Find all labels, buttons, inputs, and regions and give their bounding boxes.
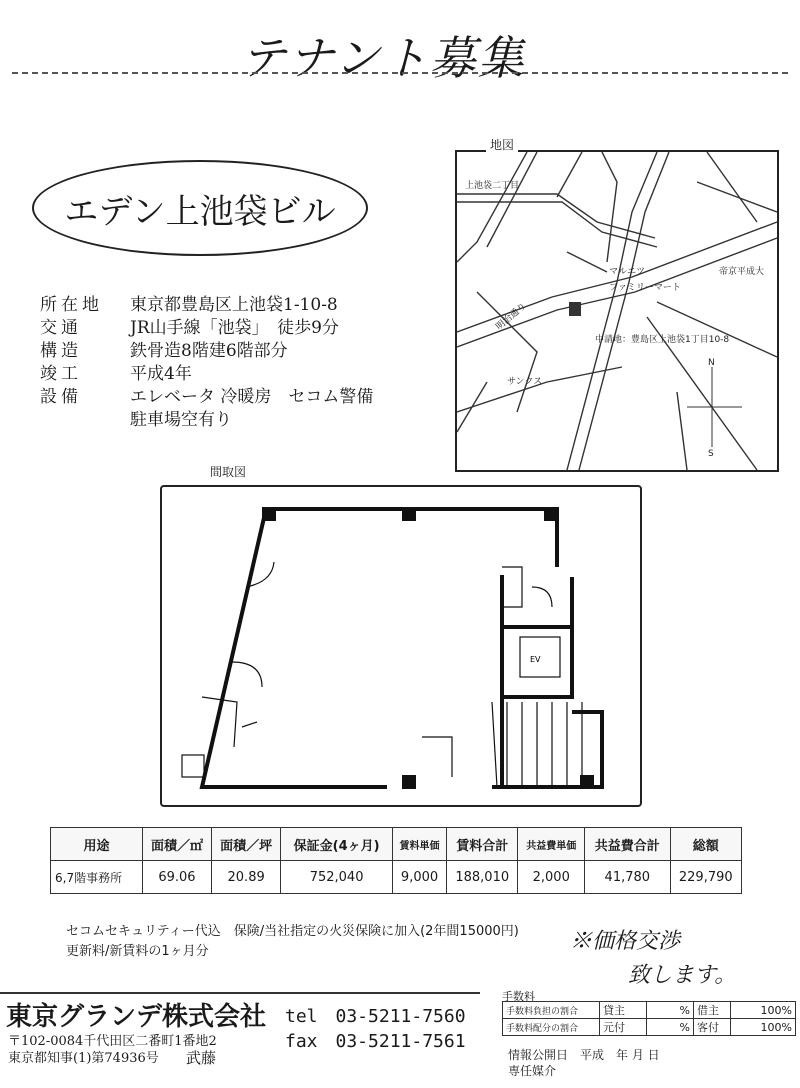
company-tel: tel 03-5211-7560: [285, 1006, 466, 1027]
map-label: サンクス: [507, 377, 543, 387]
table-cell: 2,000: [518, 861, 585, 894]
table-cell: 6,7階事務所: [51, 861, 143, 894]
header-cell: 保証金(4ヶ月): [281, 828, 393, 861]
fee-table: [502, 1001, 796, 1036]
fee-party: 元付: [600, 1019, 647, 1036]
header-cell: 共益費合計: [585, 828, 671, 861]
table-cell: 69.06: [142, 861, 211, 894]
fee-party: 客付: [694, 1019, 731, 1036]
header-cell: 総額: [670, 828, 741, 861]
spec-table: [50, 827, 742, 894]
map-label: 中請地：豊島区上池袋1丁目10-8: [595, 335, 730, 345]
map-caption: 地図: [486, 136, 518, 153]
header-cell: 面積／㎡: [142, 828, 211, 861]
table-cell: 229,790: [670, 861, 741, 894]
company-name: 東京グランデ株式会社: [6, 1002, 267, 1032]
table-cell: 188,010: [447, 861, 518, 894]
table-row: [503, 1002, 796, 1019]
fee-label: 手数料配分の割合: [503, 1019, 600, 1036]
fee-heading: 手数料: [502, 990, 535, 1003]
agency-type: 専任媒介: [508, 1064, 557, 1078]
page-title: テナント募集: [240, 31, 526, 85]
info-key: 設備: [40, 387, 82, 407]
table-cell: 9,000: [393, 861, 447, 894]
info-value: エレベータ 冷暖房 セコム警備: [130, 387, 374, 407]
fee-label: 手数料負担の割合: [503, 1002, 600, 1019]
building-name: エデン上池袋ビル: [64, 191, 336, 232]
table-row: [51, 861, 742, 894]
fee-party: 貸主: [600, 1002, 647, 1019]
fee-party: 借主: [694, 1002, 731, 1019]
table-header-row: [51, 828, 742, 861]
header-cell: 賃料単価: [393, 828, 447, 861]
map-label: 上池袋二丁目: [465, 181, 520, 191]
note-line: セコムセキュリティー代込 保険/当社指定の火災保険に加入(2年間15000円): [66, 924, 519, 939]
map-label: マルエツ: [609, 267, 646, 277]
floorplan-drawing: [162, 487, 640, 805]
fee-value: 100%: [731, 1019, 796, 1036]
company-divider: [0, 992, 480, 994]
notes: [66, 922, 519, 962]
info-key: 所在地: [40, 295, 103, 315]
handwritten-note: 致します。: [628, 963, 737, 988]
table-cell: 41,780: [585, 861, 671, 894]
fee-unit: %: [647, 1019, 694, 1036]
title-divider: [12, 72, 788, 74]
staff-name: 武藤: [186, 1049, 217, 1067]
table-row: [503, 1019, 796, 1036]
area-map: [455, 150, 779, 472]
map-label: ファミリーマート: [609, 283, 681, 293]
info-date: 情報公開日 平成 年 月 日: [508, 1048, 660, 1062]
handwritten-note: ※価格交渉: [570, 929, 681, 954]
table-cell: 752,040: [281, 861, 393, 894]
header-cell: 賃料合計: [447, 828, 518, 861]
header-cell: 用途: [51, 828, 143, 861]
header-cell: 共益費単価: [518, 828, 585, 861]
info-key: 交通: [40, 318, 82, 338]
fee-unit: %: [647, 1002, 694, 1019]
fee-value: 100%: [731, 1002, 796, 1019]
note-line: 更新料/新賃料の1ヶ月分: [66, 944, 209, 959]
company-fax: fax 03-5211-7561: [285, 1031, 466, 1052]
info-value: 東京都豊島区上池袋1-10-8: [130, 295, 338, 315]
map-label: N: [708, 358, 715, 368]
company-license: 東京都知事(1)第74936号: [8, 1051, 159, 1066]
table-cell: 20.89: [212, 861, 281, 894]
floorplan-caption: 間取図: [210, 465, 247, 479]
info-value: 駐車場空有り: [130, 410, 232, 430]
map-label: 明治通り: [494, 301, 529, 333]
header-cell: 面積／坪: [212, 828, 281, 861]
floor-plan: [160, 485, 642, 807]
map-label: 帝京平成大: [719, 267, 765, 277]
company-address: 〒102-0084千代田区二番町1番地2: [8, 1034, 217, 1049]
map-label: S: [708, 449, 714, 459]
ev-label: EV: [530, 655, 541, 664]
info-key: 構造: [40, 341, 82, 361]
map-roads: [457, 152, 777, 470]
building-name-badge: [32, 160, 368, 256]
info-value: 鉄骨造8階建6階部分: [130, 341, 288, 361]
info-value: JR山手線「池袋」 徒歩9分: [130, 318, 339, 338]
info-key: 竣工: [40, 364, 82, 384]
info-value: 平成4年: [130, 364, 192, 384]
